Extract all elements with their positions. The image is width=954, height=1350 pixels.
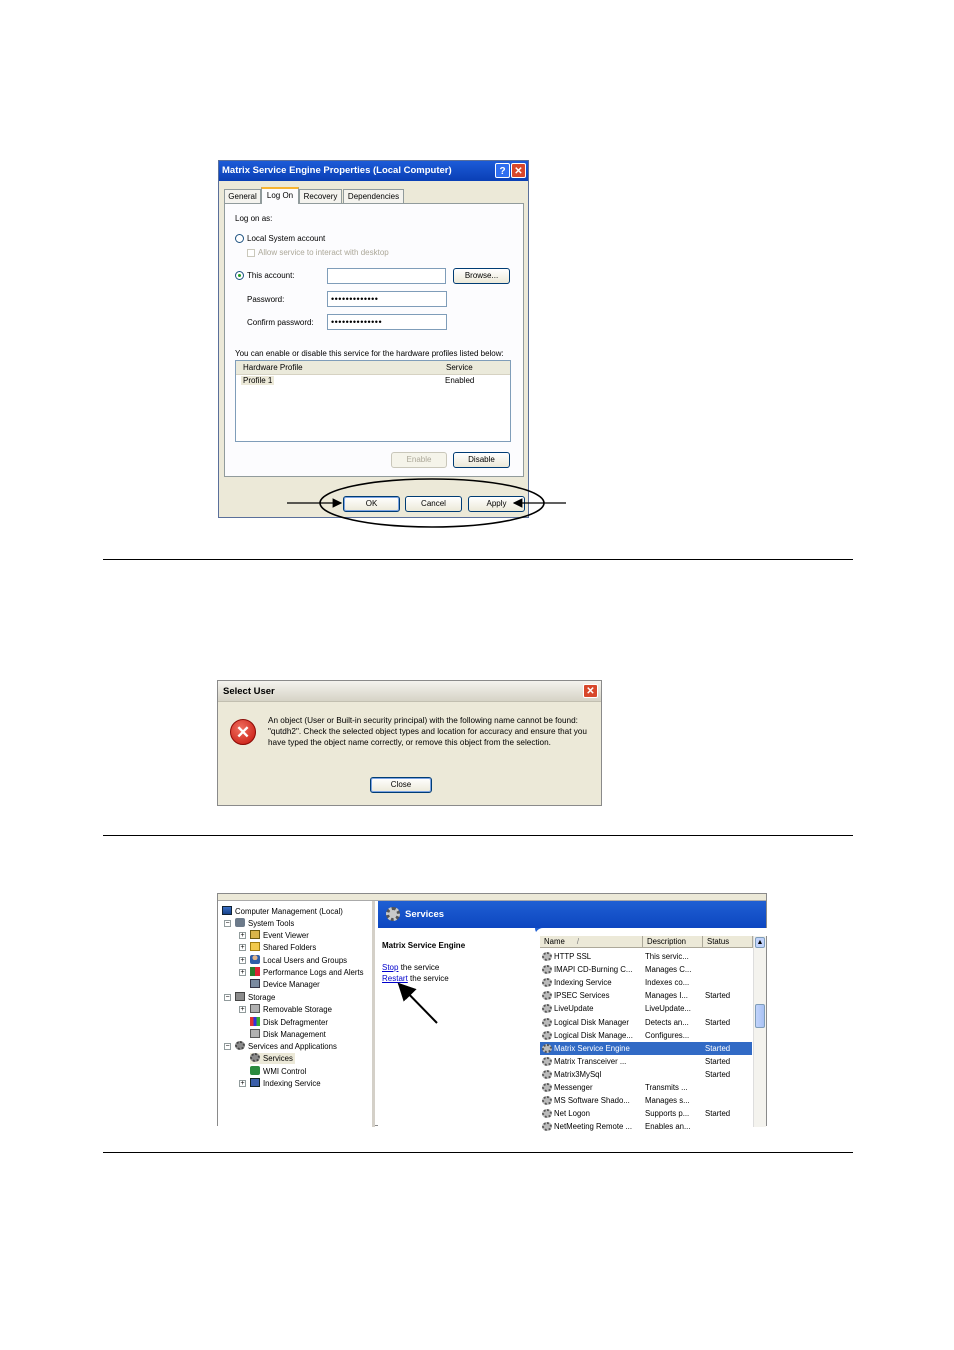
stop-service-link[interactable]: Stop <box>382 963 399 972</box>
local-system-label: Local System account <box>247 234 326 243</box>
error-message: An object (User or Built-in security principal) with the following name cannot be found: "qutdh2". Check the selected object types and location for accuracy and ensure that you have typed the object name correctly, or remove this object from the selection. <box>268 716 587 747</box>
service-description: Indexes co... <box>645 978 690 988</box>
col-description[interactable]: Description <box>643 936 703 948</box>
expand-icon[interactable]: + <box>240 1080 245 1087</box>
restart-service-link[interactable]: Restart <box>382 974 408 983</box>
services-header-title: Services <box>405 909 445 920</box>
service-description: Manages I... <box>645 991 688 1001</box>
tree-label: Disk Management <box>263 1030 326 1039</box>
tree-label: Disk Defragmenter <box>263 1018 328 1027</box>
tab-dependencies[interactable]: Dependencies <box>343 189 404 203</box>
service-status: Started <box>705 1017 731 1027</box>
col-service[interactable]: Service <box>446 363 473 372</box>
expand-icon[interactable]: + <box>240 932 245 939</box>
divider-3 <box>103 1152 853 1153</box>
password-field[interactable]: ••••••••••••• <box>327 291 447 307</box>
allow-interact-label: Allow service to interact with desktop <box>258 248 389 257</box>
cancel-button[interactable]: Cancel <box>405 496 462 512</box>
tree-label: Performance Logs and Alerts <box>263 968 364 977</box>
service-description: Manages C... <box>645 965 692 975</box>
tree-label: WMI Control <box>263 1067 307 1076</box>
service-name: Matrix Service Engine <box>554 1043 630 1053</box>
service-status: Started <box>705 1069 731 1079</box>
service-status: Started <box>705 1056 731 1066</box>
collapse-icon[interactable]: − <box>225 920 230 927</box>
service-name: LiveUpdate <box>554 1004 594 1014</box>
help-button[interactable]: ? <box>495 163 510 178</box>
password-label: Password: <box>247 295 285 304</box>
service-name: IPSEC Services <box>554 991 610 1001</box>
service-name: Matrix Transceiver ... <box>554 1056 627 1066</box>
service-status: Started <box>705 1109 731 1119</box>
service-status: Started <box>705 1043 731 1053</box>
log-on-as-label: Log on as: <box>235 214 273 223</box>
service-description: This servic... <box>645 952 689 961</box>
apply-button[interactable]: Apply <box>468 496 525 512</box>
tree-label: System Tools <box>248 919 295 928</box>
service-description: Enables an... <box>645 1122 691 1132</box>
service-name: Indexing Service <box>554 978 612 988</box>
service-description: Detects an... <box>645 1017 689 1027</box>
profile-service-status: Enabled <box>445 376 475 385</box>
tree-label: Local Users and Groups <box>263 956 348 965</box>
service-name: Net Logon <box>554 1109 590 1119</box>
service-description: Manages s... <box>645 1096 690 1106</box>
service-name: HTTP SSL <box>554 952 592 961</box>
col-name-label: Name <box>544 937 565 946</box>
select-user-title: Select User <box>223 686 275 697</box>
tab-general[interactable]: General <box>224 189 261 203</box>
service-name: Logical Disk Manager <box>554 1017 629 1027</box>
col-status[interactable]: Status <box>703 936 753 948</box>
tab-log-on[interactable]: Log On <box>261 187 299 204</box>
selected-service-name: Matrix Service Engine <box>382 941 466 950</box>
properties-title: Matrix Service Engine Properties (Local Computer) <box>222 165 452 176</box>
tree-label: Services <box>263 1054 293 1063</box>
collapse-icon[interactable]: − <box>225 1043 230 1050</box>
error-icon: ✕ <box>230 719 256 745</box>
tree-label: Storage <box>248 993 276 1002</box>
expand-icon[interactable]: + <box>240 969 245 976</box>
tree-label: Shared Folders <box>263 943 317 952</box>
expand-icon[interactable]: + <box>240 944 245 951</box>
expand-icon[interactable]: + <box>240 957 245 964</box>
expand-icon[interactable]: + <box>240 1006 245 1013</box>
profile-name[interactable]: Profile 1 <box>243 376 273 385</box>
hardware-profile-text: You can enable or disable this service for the hardware profiles listed below: <box>235 349 504 358</box>
this-account-label: This account: <box>247 271 295 280</box>
service-description: LiveUpdate... <box>645 1004 691 1014</box>
service-status: Started <box>705 991 731 1001</box>
browse-button[interactable]: Browse... <box>453 268 510 284</box>
tree-label: Event Viewer <box>263 931 309 940</box>
close-icon[interactable]: ✕ <box>583 684 598 698</box>
col-hardware-profile[interactable]: Hardware Profile <box>243 363 303 372</box>
close-button[interactable]: Close <box>370 777 432 793</box>
service-description: Configures... <box>645 1030 690 1040</box>
tree-label: Services and Applications <box>248 1042 337 1051</box>
confirm-password-label: Confirm password: <box>247 318 314 327</box>
disable-button[interactable]: Disable <box>453 452 510 468</box>
restart-service-text: the service <box>407 974 449 983</box>
sort-icon: / <box>576 937 579 946</box>
arrow-to-restart <box>399 984 437 1023</box>
service-name: NetMeeting Remote ... <box>554 1122 633 1132</box>
tree-label: Indexing Service <box>263 1079 321 1088</box>
service-description: Supports p... <box>645 1109 690 1119</box>
scroll-up-icon[interactable]: ▲ <box>756 939 764 946</box>
tree-label: Computer Management (Local) <box>235 907 343 916</box>
close-icon[interactable]: ✕ <box>511 163 526 178</box>
tab-recovery[interactable]: Recovery <box>299 189 342 203</box>
service-name: Matrix3MySql <box>554 1069 602 1079</box>
tree-label: Removable Storage <box>263 1005 332 1014</box>
service-name: Messenger <box>554 1083 593 1092</box>
service-name: Logical Disk Manage... <box>554 1030 633 1040</box>
service-description: Transmits ... <box>645 1083 688 1092</box>
enable-button[interactable]: Enable <box>391 452 447 468</box>
confirm-password-field[interactable]: •••••••••••••• <box>327 314 447 330</box>
service-name: MS Software Shado... <box>554 1096 630 1106</box>
ok-button[interactable]: OK <box>343 496 400 512</box>
stop-service-text: the service <box>398 963 440 972</box>
tree-label: Device Manager <box>263 980 320 989</box>
collapse-icon[interactable]: − <box>225 994 230 1001</box>
service-name: IMAPI CD-Burning C... <box>554 965 633 975</box>
